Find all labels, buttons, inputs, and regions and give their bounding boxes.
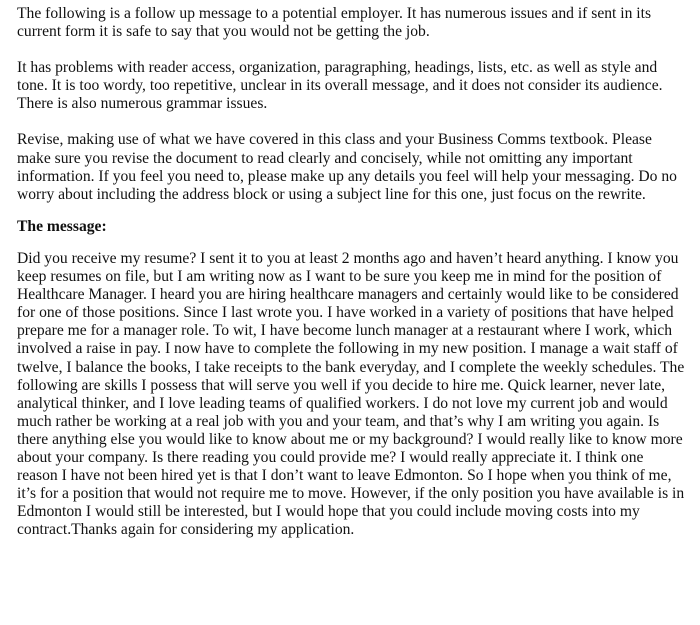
- message-body-paragraph: Did you receive my resume? I sent it to you at least 2 months ago and haven’t heard anything. I know you keep resumes on file, but I am writing now as I want to be sure you keep me in mind for the position of Healthcare Manager. I heard you are hiring healthcare managers and certainly would like to be considered for one of those positions. Since I last wrote you. I have worked in a variety of positions that have helped prepare me for a manager role. To wit, I have become lunch manager at a restaurant where I work, which involved a raise in pay. I now have to complete the following in my new position. I manage a wait staff of twelve, I balance the books, I take receipts to the bank everyday, and I complete the weekly schedules. The following are skills I possess that will serve you well if you decide to hire me. Quick learner, never late, analytical thinker, and I love leading teams of qualified workers. I do not love my current job and would much rather be working at a real job with you and your team, and that’s why I am writing you again. Is there anything else you would like to know about me or my background? I would really like to know more about your company. Is there reading you could provide me? I would really appreciate it. I think one reason I have not been hired yet is that I don’t want to leave Edmonton. So I hope when you think of me, it’s for a position that would not require me to move. However, if the only position you have available is in Edmonton I would still be interested, but I would hope that you could include moving costs into my contract.Thanks again for considering my application.: [17, 249, 685, 539]
- message-heading: The message:: [17, 217, 107, 235]
- problems-paragraph: It has problems with reader access, organization, paragraphing, headings, lists, etc. as well as style and tone. It is too wordy, too repetitive, unclear in its overall message, and it does not consider its audience. There is also numerous grammar issues.: [17, 59, 663, 113]
- intro-paragraph: The following is a follow up message to a potential employer. It has numerous issues and if sent in its current form it is safe to say that you would not be getting the job.: [17, 5, 652, 41]
- instructions-paragraph: Revise, making use of what we have covered in this class and your Business Comms textbook. Please make sure you revise the document to read clearly and concisely, while not omitting any important information. If you feel you need to, please make up any details you feel will help your messaging. Do no worry about including the address block or using a subject line for this one, just focus on the rewrite.: [17, 131, 677, 203]
